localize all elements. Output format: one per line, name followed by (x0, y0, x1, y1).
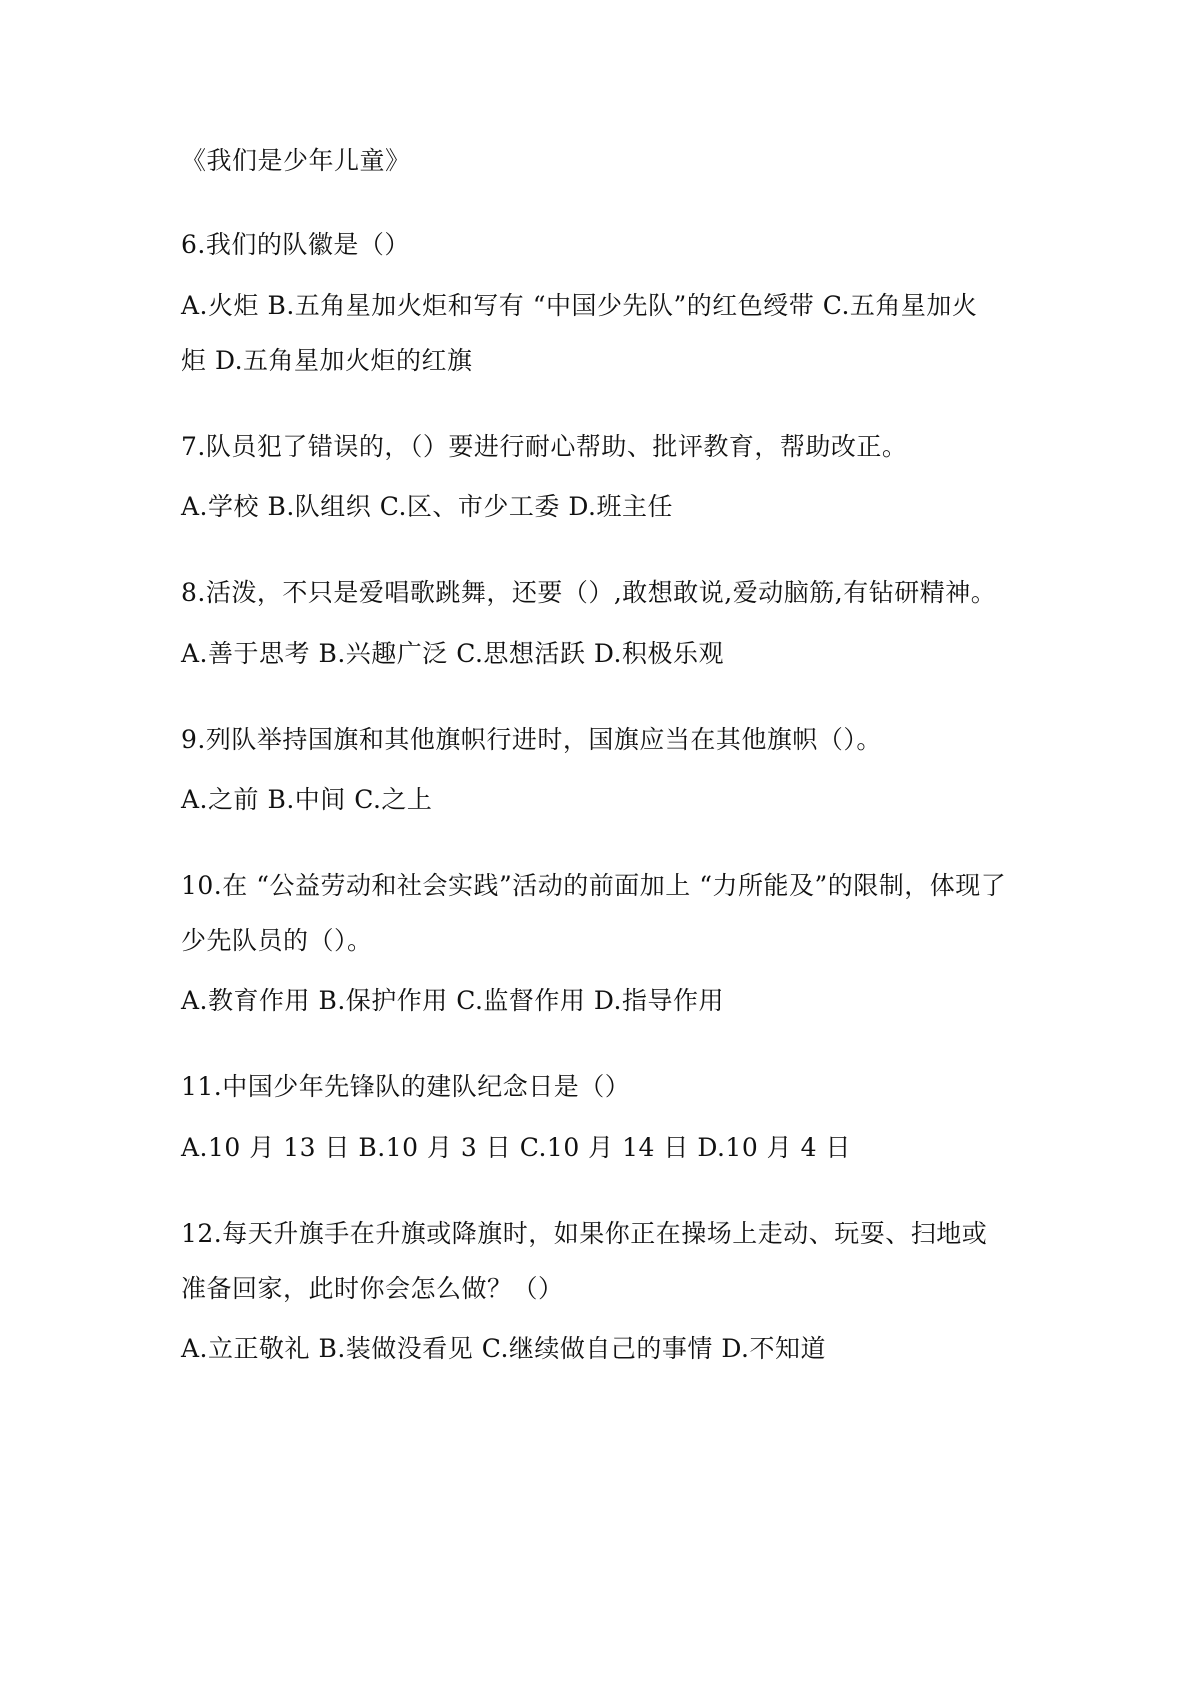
question-11-options: A.10 月 13 日 B.10 月 3 日 C.10 月 14 日 D.10 月 4 日 (181, 1133, 851, 1162)
question-10-options: A.教育作用 B.保护作用 C.监督作用 D.指导作用 (181, 986, 724, 1015)
question-7-options: A.学校 B.队组织 C.区、市少工委 D.班主任 (181, 492, 673, 521)
question-10-text-line-2: 少先队员的（）。 (181, 926, 373, 955)
question-6-text: 6.我们的队徽是（） (181, 230, 410, 259)
section-title: 《我们是少年儿童》 (181, 146, 411, 175)
question-12-options: A.立正敬礼 B.装做没看见 C.继续做自己的事情 D.不知道 (181, 1334, 826, 1363)
question-12-text-line-2: 准备回家，此时你会怎么做？（） (181, 1274, 564, 1303)
question-11-text: 11.中国少年先锋队的建队纪念日是（） (181, 1072, 631, 1101)
question-7-text: 7.队员犯了错误的，（）要进行耐心帮助、批评教育，帮助改正。 (181, 432, 908, 461)
question-6-options-line-1: A.火炬 B.五角星加火炬和写有 “中国少先队”的红色绶带 C.五角星加火 (181, 291, 978, 320)
question-12-text-line-1: 12.每天升旗手在升旗或降旗时，如果你正在操场上走动、玩耍、扫地或 (181, 1219, 988, 1248)
question-10-text-line-1: 10.在 “公益劳动和社会实践”活动的前面加上 “力所能及”的限制，体现了 (181, 871, 1007, 900)
question-6-options-line-2: 炬 D.五角星加火炬的红旗 (181, 346, 473, 375)
question-9-options: A.之前 B.中间 C.之上 (181, 785, 433, 814)
question-8-text: 8.活泼，不只是爱唱歌跳舞，还要（）,敢想敢说,爱动脑筋,有钻研精神。 (181, 578, 997, 607)
question-8-options: A.善于思考 B.兴趣广泛 C.思想活跃 D.积极乐观 (181, 639, 724, 668)
question-9-text: 9.列队举持国旗和其他旗帜行进时，国旗应当在其他旗帜（）。 (181, 725, 882, 754)
